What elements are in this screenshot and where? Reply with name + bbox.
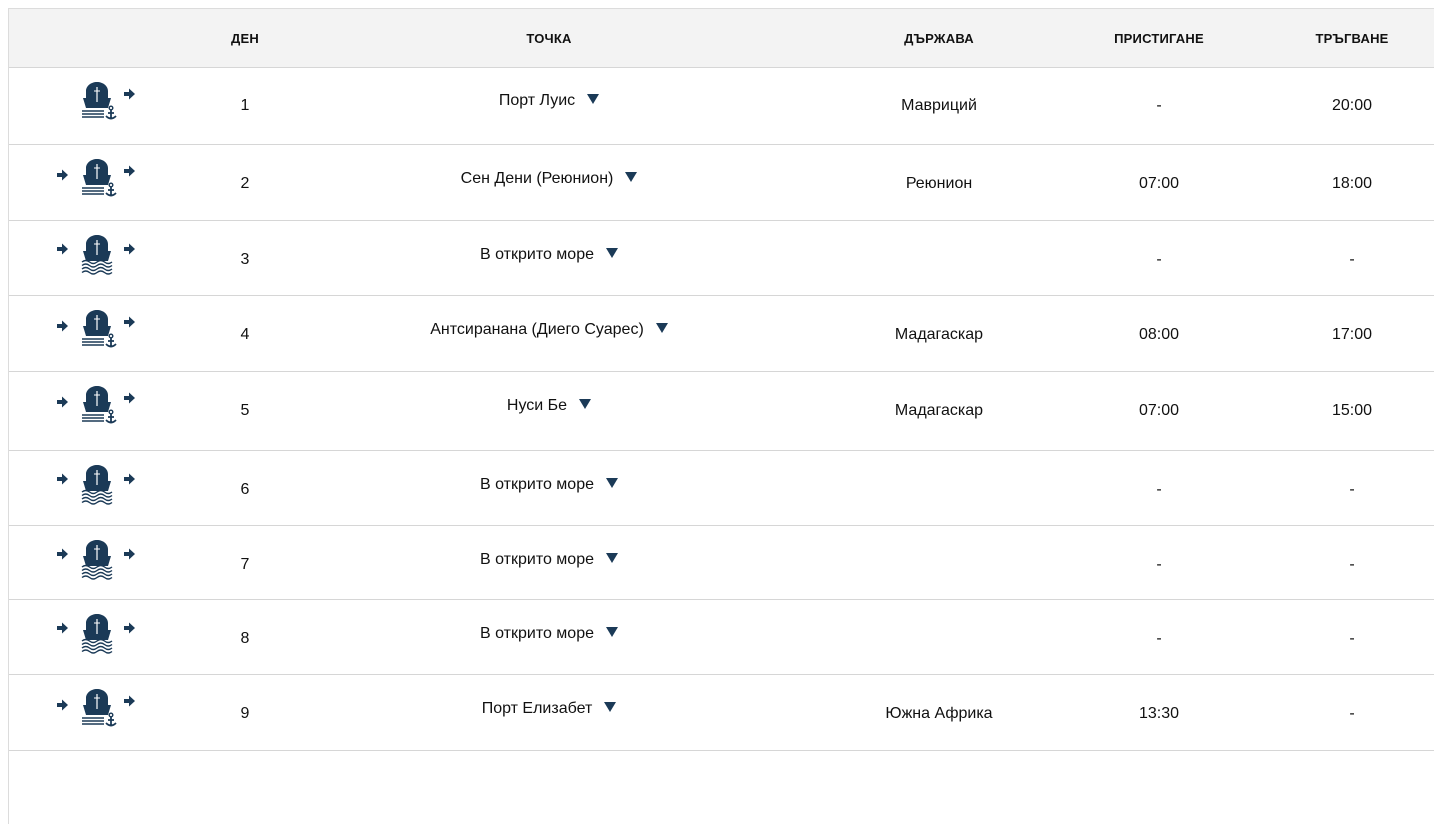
itinerary-table — [8, 8, 1434, 824]
dropdown-triangle-icon[interactable] — [625, 172, 637, 182]
dropdown-triangle-icon[interactable] — [587, 94, 599, 104]
dropdown-triangle-icon[interactable] — [606, 553, 618, 563]
header-day: ДЕН — [231, 31, 259, 46]
arrival-time: 13:30 — [1138, 705, 1180, 722]
port-name-link[interactable]: Сен Дени (Реюнион) — [460, 170, 614, 187]
table-row — [9, 68, 1434, 145]
port-cell[interactable] — [339, 92, 759, 110]
table-row — [9, 221, 1434, 296]
departure-time: 20:00 — [1331, 97, 1373, 114]
ship-at-sea-icon — [57, 461, 137, 507]
dropdown-triangle-icon[interactable] — [606, 248, 618, 258]
day-number: 9 — [240, 705, 250, 722]
ship-port-icon — [57, 382, 137, 428]
table-row — [9, 675, 1434, 751]
port-name-link[interactable]: В открито море — [479, 246, 594, 263]
day-number: 3 — [240, 251, 250, 268]
day-number: 8 — [240, 630, 250, 647]
day-number: 2 — [240, 175, 250, 192]
ship-port-icon — [57, 685, 137, 731]
arrival-time: - — [1156, 97, 1162, 114]
departure-time: - — [1349, 481, 1355, 498]
country-name: Мадагаскар — [894, 326, 984, 343]
table-row — [9, 372, 1434, 451]
header-icon — [9, 9, 179, 67]
departure-time: - — [1349, 251, 1355, 268]
header-departure: ТРЪГВАНЕ — [1315, 31, 1389, 46]
port-cell[interactable] — [339, 321, 759, 339]
dropdown-triangle-icon[interactable] — [579, 399, 591, 409]
table-row — [9, 451, 1434, 526]
arrival-time: 07:00 — [1138, 402, 1180, 419]
departure-time: 17:00 — [1331, 326, 1373, 343]
day-number: 5 — [240, 402, 250, 419]
dropdown-triangle-icon[interactable] — [606, 627, 618, 637]
ship-at-sea-icon — [57, 610, 137, 656]
port-name-link[interactable]: Порт Елизабет — [481, 700, 593, 717]
table-header — [9, 9, 1434, 68]
port-cell[interactable] — [339, 476, 759, 494]
departure-time: 15:00 — [1331, 402, 1373, 419]
ship-at-sea-icon — [57, 231, 137, 277]
port-cell[interactable] — [339, 246, 759, 264]
table-row — [9, 296, 1434, 372]
dropdown-triangle-icon[interactable] — [604, 702, 616, 712]
port-cell[interactable] — [339, 551, 759, 569]
port-name-link[interactable]: Антсиранана (Диего Суарес) — [430, 321, 644, 338]
day-number: 1 — [240, 97, 250, 114]
departure-time: - — [1349, 705, 1355, 722]
dropdown-triangle-icon[interactable] — [656, 323, 668, 333]
header-arrival: ПРИСТИГАНЕ — [1114, 31, 1204, 46]
day-number: 7 — [240, 556, 250, 573]
country-name: Реюнион — [905, 175, 973, 192]
country-name: Южна Африка — [885, 705, 993, 722]
port-name-link[interactable]: В открито море — [479, 551, 594, 568]
departure-time: 18:00 — [1331, 175, 1373, 192]
port-name-link[interactable]: Нуси Бе — [506, 397, 568, 414]
day-number: 6 — [240, 481, 250, 498]
table-row — [9, 526, 1434, 600]
port-cell[interactable] — [339, 625, 759, 643]
arrival-time: - — [1156, 630, 1162, 647]
ship-port-departure-icon — [57, 78, 137, 124]
port-name-link[interactable]: Порт Луис — [498, 92, 576, 109]
port-name-link[interactable]: В открито море — [479, 476, 594, 493]
departure-time: - — [1349, 630, 1355, 647]
port-cell[interactable] — [339, 170, 759, 188]
table-row — [9, 600, 1434, 675]
arrival-time: 07:00 — [1138, 175, 1180, 192]
day-number: 4 — [240, 326, 250, 343]
table-row — [9, 145, 1434, 221]
header-port: ТОЧКА — [526, 31, 572, 46]
ship-at-sea-icon — [57, 536, 137, 582]
port-cell[interactable] — [339, 397, 759, 415]
ship-port-icon — [57, 306, 137, 352]
country-name: Мадагаскар — [894, 402, 984, 419]
arrival-time: - — [1156, 251, 1162, 268]
departure-time: - — [1349, 556, 1355, 573]
country-name: Мавриций — [901, 97, 977, 114]
dropdown-triangle-icon[interactable] — [606, 478, 618, 488]
port-cell[interactable] — [339, 700, 759, 718]
ship-port-icon — [57, 155, 137, 201]
arrival-time: - — [1156, 481, 1162, 498]
arrival-time: - — [1156, 556, 1162, 573]
header-country: ДЪРЖАВА — [904, 31, 974, 46]
port-name-link[interactable]: В открито море — [479, 625, 594, 642]
arrival-time: 08:00 — [1138, 326, 1180, 343]
